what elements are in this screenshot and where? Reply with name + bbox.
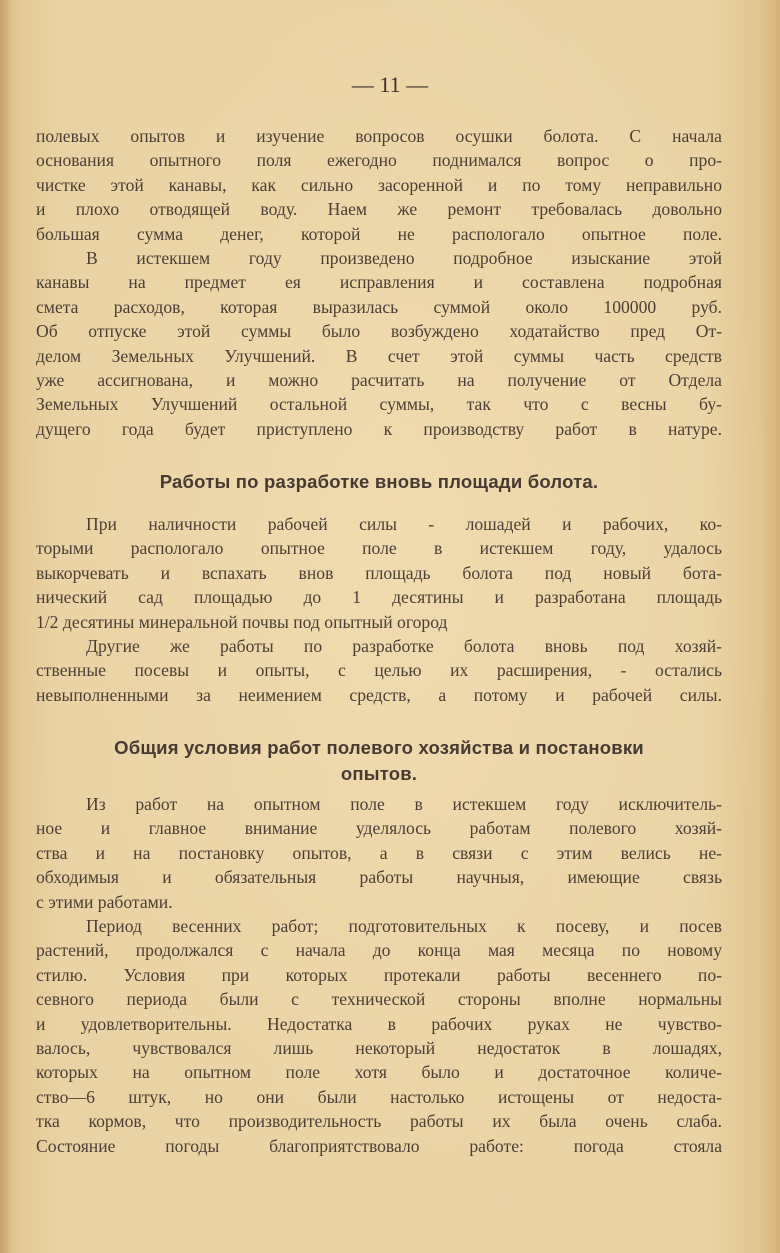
- text-line: Земельных Улучшений остальной суммы, так что с весны бу-: [36, 394, 722, 415]
- section-heading-new-area: Работы по разработке вновь площади болота.: [159, 471, 599, 492]
- text-line: дущего года будет приступлено к производству работ в натуре.: [36, 418, 722, 439]
- text-line: ное и главное внимание уделялось работам полевого хозяй-: [36, 818, 722, 839]
- page-number: — 11 —: [351, 72, 429, 97]
- text-line: валось, чувствовался лишь некоторый недостаток в лошадях,: [36, 1038, 722, 1059]
- text-line: обходимыя и обязательныя работы научныя, имеющие связь: [36, 867, 722, 888]
- text-line: Из работ на опытном поле в истекшем году исключитель-: [86, 794, 722, 814]
- section-heading-general-conditions: [36, 735, 722, 787]
- text-line: ственные посевы и опыты, с целью их расширения, - остались: [36, 660, 722, 681]
- text-line: делом Земельных Улучшений. В счет этой суммы часть средств: [36, 345, 722, 366]
- text-line: 1/2 десятины минеральной почвы под опытный огород: [36, 611, 448, 632]
- text-line: которых на опытном поле хотя было и достаточное количе-: [36, 1062, 722, 1083]
- text-line: севного периода были с технической стороны вполне нормальны: [36, 989, 722, 1010]
- text-line: ство—6 штук, но они были настолько истощены от недоста-: [36, 1086, 722, 1107]
- text-line: ства и на постановку опытов, а в связи с этим велись не-: [36, 842, 722, 863]
- text-line: с этими работами.: [36, 891, 173, 912]
- text-line: В истекшем году произведено подробное изыскание этой: [86, 248, 722, 268]
- text-line: растений, продолжался с начала до конца мая месяца по новому: [36, 940, 722, 961]
- text-line: уже ассигнована, и можно расчитать на получение от Отдела: [36, 370, 722, 391]
- text-line: Период весенних работ; подготовительных к посеву, и посев: [86, 916, 722, 936]
- text-line: и плохо отводящей воду. Наем же ремонт требовалась довольно: [36, 199, 722, 220]
- paragraph-survey: [36, 246, 722, 441]
- heading-line: опытов.: [340, 763, 418, 784]
- text-line: При наличности рабочей силы - лошадей и рабочих, ко-: [86, 514, 722, 534]
- text-line: большая сумма денег, которой не распологало опытное поле.: [36, 223, 722, 244]
- text-line: полевых опытов и изучение вопросов осушки болота. С начала: [36, 126, 722, 146]
- text-line: и удовлетворительны. Недостатка в рабочих руках не чувство-: [36, 1013, 722, 1034]
- text-line: Состояние погоды благоприятствовало работе: погода стояла: [36, 1135, 722, 1156]
- text-line: нический сад площадью до 1 десятины и разработана площадь: [36, 587, 722, 608]
- text-line: Об отпуске этой суммы было возбуждено ходатайство пред От-: [36, 321, 722, 342]
- text-line: Другие же работы по разработке болота вновь под хозяй-: [86, 636, 722, 656]
- text-line: невыполненными за неимением средств, а потому и рабочей силы.: [36, 684, 722, 705]
- text-line: торыми распологало опытное поле в истекшем году, удалось: [36, 538, 722, 559]
- text-line: стилю. Условия при которых протекали работы весеннего по-: [36, 964, 722, 985]
- text-line: смета расходов, которая выразилась суммой около 100000 руб.: [36, 296, 722, 317]
- text-line: тка кормов, что производительность работы их была очень слаба.: [36, 1111, 722, 1132]
- text-line: основания опытного поля ежегодно поднимался вопрос о про-: [36, 150, 722, 171]
- paragraph-labor: [36, 512, 722, 634]
- paragraph-field-work: [36, 792, 722, 914]
- text-line: чистке этой канавы, как сильно засоренной и по тому неправильно: [36, 174, 722, 195]
- text-line: канавы на предмет ея исправления и составлена подробная: [36, 272, 722, 293]
- heading-line: Общия условия работ полевого хозяйства и постановки: [114, 737, 644, 758]
- paragraph-other-works: [36, 634, 722, 707]
- paragraph-spring-period: [36, 914, 722, 1158]
- text-line: выкорчевать и вспахать внов площадь болота под новый бота-: [36, 562, 722, 583]
- paragraph-drainage-continued: [36, 124, 722, 246]
